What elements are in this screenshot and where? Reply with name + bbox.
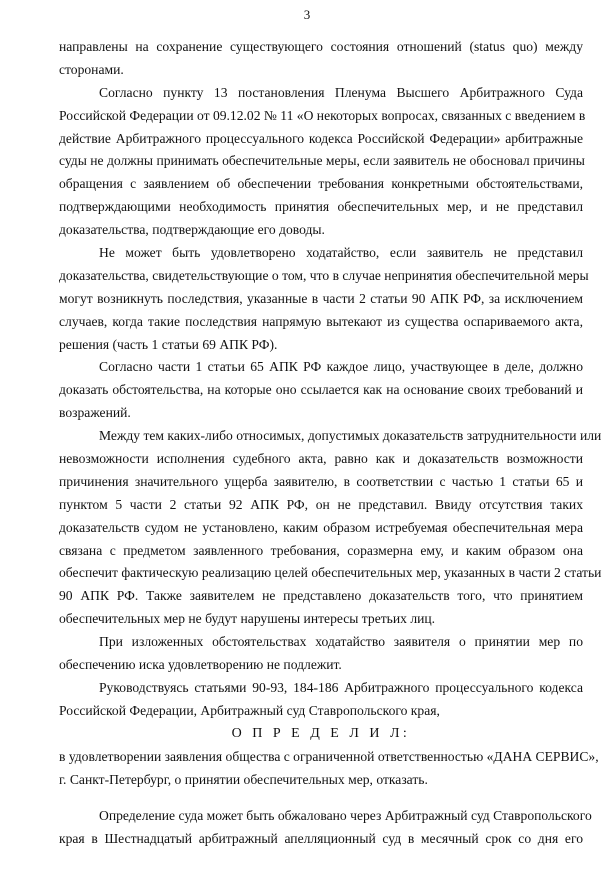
text-line: Согласно пункту 13 постановления Пленума Высшего Арбитражного Суда	[99, 84, 583, 100]
text-line: могут возникнуть последствия, указанные в части 2 статьи 90 АПК РФ, за исключением	[59, 290, 583, 306]
text-line: связана с предметом заявленного требования, соразмерна ему, и каким образом она	[59, 542, 583, 558]
page-number: 3	[303, 7, 311, 22]
text-line: пунктом 5 части 2 статьи 92 АПК РФ, он не представил. Ввиду отсутствия таких	[59, 496, 583, 512]
paragraph-decision	[59, 746, 599, 792]
text-line: Определение суда может быть обжаловано через Арбитражный суд Ставропольского	[99, 808, 592, 824]
text-line: доказательств судом не установлено, каким образом истребуемая обеспечительная мера	[59, 519, 583, 535]
text-line: обеспечит фактическую реализацию целей обеспечительных мер, указанных в части 2 статьи	[59, 565, 602, 581]
text-line: обеспечительных мер не будут нарушены интересы третьих лиц.	[59, 611, 436, 627]
paragraph-conclusion	[59, 631, 583, 677]
text-line: обращения с заявлением об обеспечении требования конкретными обстоятельствами,	[59, 176, 583, 192]
text-line: причинения значительного ущерба заявителю, в соответствии с частью 1 статьи 65 и	[59, 473, 583, 489]
paragraph-petition-requirements	[59, 242, 589, 356]
text-line: в удовлетворении заявления общества с ограниченной ответственностью «ДАНА СЕРВИС»,	[59, 748, 599, 764]
text-line: невозможности исполнения судебного акта, равно как и доказательств возможности	[59, 451, 583, 467]
text-line: Согласно части 1 статьи 65 АПК РФ каждое лицо, участвующее в деле, должно	[99, 359, 583, 375]
paragraph-plenum-reference	[59, 82, 586, 242]
paragraph-appeal	[59, 805, 592, 851]
paragraph-continuation	[59, 36, 583, 82]
spacer	[59, 791, 583, 805]
text-line: сторонами.	[59, 61, 124, 77]
document-body	[59, 36, 602, 851]
text-line: обеспечению иска удовлетворению не подлежит.	[59, 657, 342, 673]
paragraph-lack-of-evidence	[59, 425, 602, 631]
text-line: Руководствуясь статьями 90-93, 184-186 Арбитражного процессуального кодекса	[99, 679, 583, 695]
text-line: 90 АПК РФ. Также заявителем не представлено доказательств того, что принятием	[59, 588, 583, 604]
text-line: решения (часть 1 статьи 69 АПК РФ).	[59, 336, 278, 352]
text-line: доказательства, подтверждающие его доводы.	[59, 222, 325, 238]
text-line: действие Арбитражного процессуального кодекса Российской Федерации» арбитражные	[59, 130, 583, 146]
text-line: доказать обстоятельства, на которые оно ссылается как на основание своих требований и	[59, 382, 583, 398]
text-line: случаев, когда такие последствия напрямую вытекают из существа оспариваемого акта,	[59, 313, 583, 329]
text-line: г. Санкт-Петербург, о принятии обеспечительных мер, отказать.	[59, 771, 428, 787]
text-line: возражений.	[59, 405, 131, 421]
paragraph-legal-basis	[59, 677, 583, 723]
text-line: Не может быть удовлетворено ходатайство, если заявитель не представил	[99, 245, 583, 261]
text-line: подтверждающими необходимость принятия обеспечительных мер, и не представил	[59, 199, 583, 215]
text-line: Российской Федерации от 09.12.02 № 11 «О некоторых вопросах, связанных с введением в	[59, 107, 586, 123]
text-line: Российской Федерации, Арбитражный суд Ставропольского края,	[59, 702, 440, 718]
paragraph-burden-of-proof	[59, 356, 583, 425]
text-line: Между тем каких-либо относимых, допустимых доказательств затруднительности или	[99, 428, 602, 444]
text-line: края в Шестнадцатый арбитражный апелляционный суд в месячный срок со дня его	[59, 831, 583, 847]
text-line: При изложенных обстоятельствах ходатайство заявителя о принятии мер по	[99, 634, 583, 650]
text-line: суды не должны принимать обеспечительные меры, если заявитель не обосновал причины	[59, 153, 585, 169]
decision-heading: О П Р Е Д Е Л И Л:	[231, 725, 411, 741]
text-line: доказательства, свидетельствующие о том, что в случае непринятия обеспечительной меры	[59, 267, 589, 283]
text-line: направлены на сохранение существующего состояния отношений (status quo) между	[59, 39, 583, 54]
